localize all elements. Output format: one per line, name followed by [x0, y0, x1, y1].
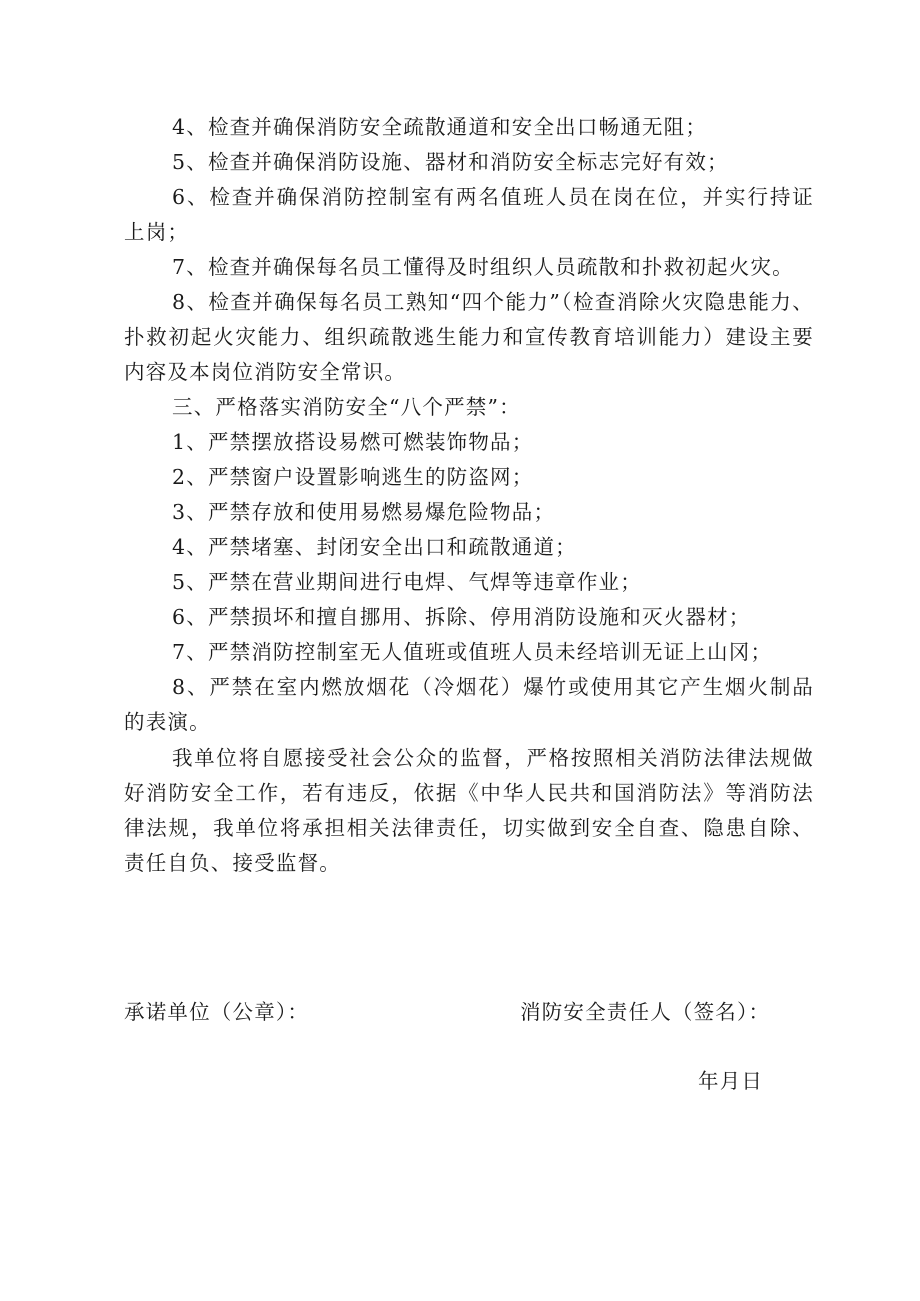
prohibition-8: 8、严禁在室内燃放烟花（冷烟花）爆竹或使用其它产生烟火制品的表演。 [124, 675, 814, 734]
clause-check-7: 7、检查并确保每名员工懂得及时组织人员疏散和扑救初起火灾。 [172, 255, 794, 279]
section-heading-three: 三、严格落实消防安全“八个严禁”： [172, 395, 521, 419]
prohibition-4: 4、严禁堵塞、封闭安全出口和疏散通道； [172, 535, 577, 559]
signature-row [124, 995, 814, 1035]
responsible-person-label: 消防安全责任人（签名）： [520, 1000, 771, 1024]
prohibition-7: 7、严禁消防控制室无人值班或值班人员未经培训无证上山冈； [172, 640, 773, 664]
clause-check-8: 8、检查并确保每名员工熟知“四个能力”（检查消除火灾隐患能力、扑救初起火灾能力、组织疏散逃生能力和宣传教育培训能力）建设主要内容及本岗位消防安全常识。 [124, 290, 814, 384]
prohibition-5: 5、严禁在营业期间进行电焊、气焊等违章作业； [172, 570, 642, 594]
prohibition-6: 6、严禁损坏和擅自挪用、拆除、停用消防设施和灭火器材； [172, 605, 751, 629]
clause-check-6: 6、检查并确保消防控制室有两名值班人员在岗在位，并实行持证上岗； [124, 185, 814, 244]
prohibition-3: 3、严禁存放和使用易燃易爆危险物品； [172, 500, 556, 524]
pledge-body [124, 110, 814, 881]
prohibition-1: 1、严禁摆放搭设易燃可燃装饰物品； [172, 430, 534, 454]
clause-check-5: 5、检查并确保消防设施、器材和消防安全标志完好有效； [172, 150, 729, 174]
unit-seal-label: 承诺单位（公章）： [124, 1000, 310, 1024]
date-label: 年月日 [698, 1069, 764, 1093]
prohibition-2: 2、严禁窗户设置影响逃生的防盗网； [172, 465, 534, 489]
clause-check-4: 4、检查并确保消防安全疏散通道和安全出口畅通无阻； [172, 115, 708, 139]
commitment-statement: 我单位将自愿接受社会公众的监督，严格按照相关消防法律法规做好消防安全工作，若有违反，依据《中华人民共和国消防法》等消防法律法规，我单位将承担相关法律责任，切实做到安全自查、隐患自除、责任自负、接受监督。 [124, 746, 814, 875]
